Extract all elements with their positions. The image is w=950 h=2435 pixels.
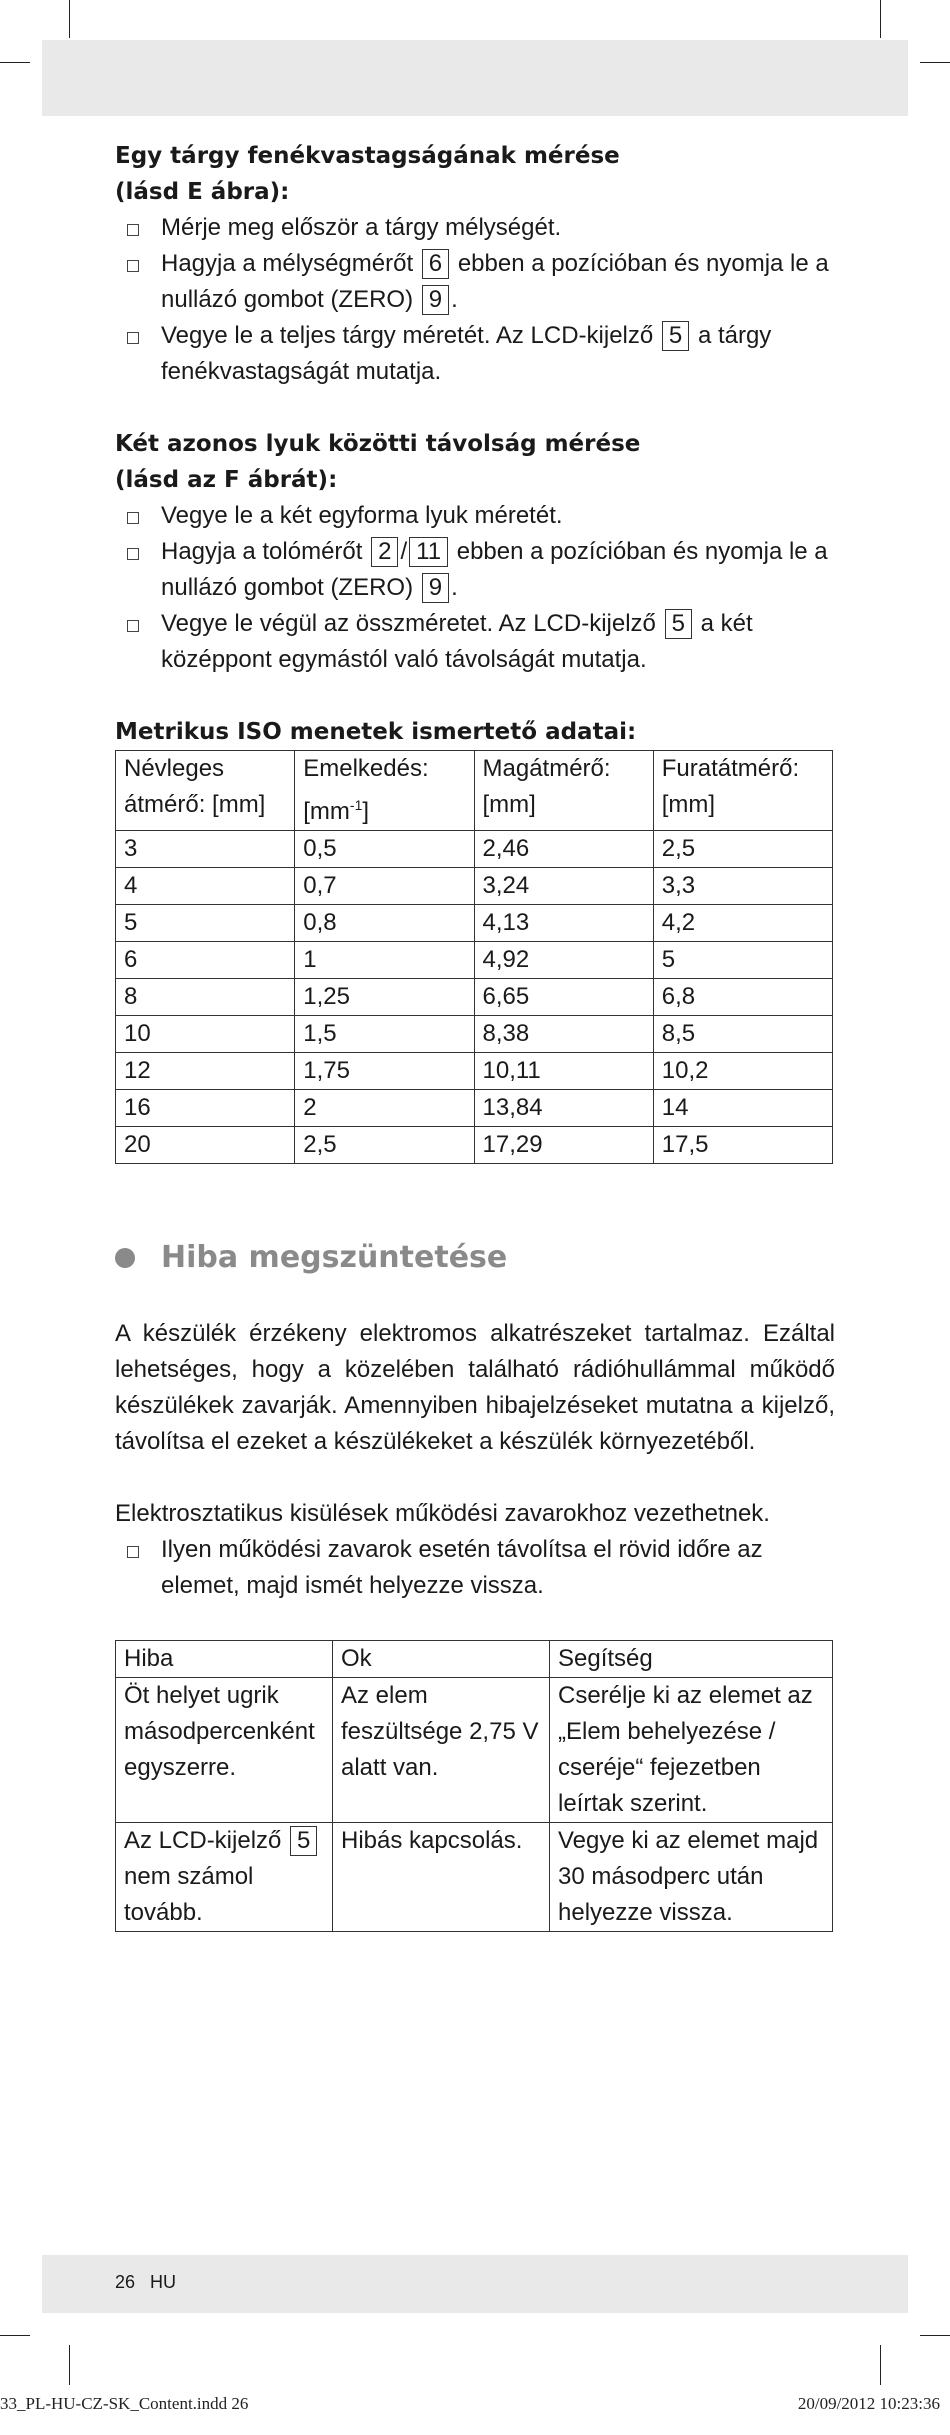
crop-mark (920, 62, 950, 63)
section-title: Hiba megszüntetése (161, 1240, 508, 1275)
table-row (116, 979, 833, 1016)
table-header-cell: Segítség (550, 1641, 833, 1678)
ref-box: 6 (422, 249, 449, 279)
table-row (116, 1127, 833, 1164)
table-cell: 4,92 (474, 942, 653, 979)
table-cell: 4,2 (653, 905, 832, 942)
crop-mark (880, 2345, 881, 2385)
table-row (116, 831, 833, 868)
table-row (116, 942, 833, 979)
table-header-row (116, 751, 833, 831)
table-cell: Vegye ki az elemet majd 30 másodperc után helyezze vissza. (550, 1823, 833, 1932)
table-cell: 5 (653, 942, 832, 979)
table-row (116, 1678, 833, 1823)
table-row (116, 1090, 833, 1127)
iso-title: Metrikus ISO menetek ismertető adatai: (115, 719, 637, 745)
table-header-cell: Névleges átmérő: [mm] (116, 751, 295, 831)
ref-box: 11 (409, 537, 448, 567)
table-cell: 3,24 (474, 868, 653, 905)
ref-box: 9 (422, 285, 449, 315)
table-header-cell: Hiba (116, 1641, 333, 1678)
error-table (115, 1640, 833, 1932)
crop-mark (69, 2345, 70, 2385)
table-cell: Öt helyet ugrik másodpercenként egyszerre. (116, 1678, 333, 1823)
date-info: 20/09/2012 10:23:36 (797, 2394, 940, 2413)
table-cell: 10 (116, 1016, 295, 1053)
table-cell: 10,11 (474, 1053, 653, 1090)
crop-mark (69, 0, 70, 38)
paragraph: A készülék érzékeny elektromos alkatrészeket tartalmaz. Ezáltal lehetséges, hogy a közelében található rádióhullámmal működő készülékek zavarják. Amennyiben hibajelzéseket mutatna a kijelző, távolítsa el ezeket a készülékeket a készülék környezetéből. (115, 1320, 835, 1455)
list-item: Ilyen működési zavarok esetén távolítsa el rövid időre az elemet, majd ismét helyezze vissza. (115, 1532, 835, 1604)
table-cell: 17,29 (474, 1127, 653, 1164)
table-cell: 6,65 (474, 979, 653, 1016)
table-cell: 2,5 (295, 1127, 474, 1164)
table-cell: Az LCD-kijelző 5 nem számol tovább. (116, 1823, 333, 1932)
list-item: Hagyja a mélységmérőt 6 ebben a pozícióban és nyomja le a nullázó gombot (ZERO) 9 . (115, 246, 835, 318)
table-cell: 16 (116, 1090, 295, 1127)
page-content (115, 138, 835, 1932)
ref-box: 2 (371, 537, 398, 567)
table-row (116, 868, 833, 905)
crop-mark (0, 62, 30, 63)
table-cell: 6,8 (653, 979, 832, 1016)
table-cell: 3,3 (653, 868, 832, 905)
table-header-cell: Furatátmérő: [mm] (653, 751, 832, 831)
list-item: Mérje meg először a tárgy mélységét. (115, 210, 835, 246)
table-row (116, 1016, 833, 1053)
table-cell: 4,13 (474, 905, 653, 942)
table-cell: 1 (295, 942, 474, 979)
section-f-title: Két azonos lyuk közötti távolság mérése (lásd az F ábrát): (115, 431, 641, 493)
table-cell: 0,8 (295, 905, 474, 942)
table-header-cell: Emelkedés: $[mm^{-1}]$ (295, 751, 474, 831)
crop-mark (920, 2335, 950, 2336)
table-cell: 14 (653, 1090, 832, 1127)
file-info: 33_PL-HU-CZ-SK_Content.indd 26 (0, 2394, 249, 2413)
ref-box: 5 (665, 609, 692, 639)
table-cell: 2,46 (474, 831, 653, 868)
ref-box: 9 (422, 573, 449, 603)
table-cell: 17,5 (653, 1127, 832, 1164)
iso-table (115, 750, 833, 1164)
table-cell: 13,84 (474, 1090, 653, 1127)
section-f-list (115, 498, 835, 678)
table-cell: 2 (295, 1090, 474, 1127)
table-cell: 0,5 (295, 831, 474, 868)
list-item: Vegye le a teljes tárgy méretét. Az LCD-kijelző 5 a tárgy fenékvastagságát mutatja. (115, 318, 835, 390)
table-cell: 10,2 (653, 1053, 832, 1090)
hiba-list (115, 1532, 835, 1604)
table-cell: Az elem feszültsége 2,75 V alatt van. (333, 1678, 550, 1823)
table-row (116, 905, 833, 942)
table-cell: 3 (116, 831, 295, 868)
table-cell: 6 (116, 942, 295, 979)
header-band (42, 40, 908, 116)
table-cell: 4 (116, 868, 295, 905)
table-cell: 20 (116, 1127, 295, 1164)
crop-mark (0, 2335, 30, 2336)
table-cell: 8,5 (653, 1016, 832, 1053)
section-heading (115, 1240, 835, 1276)
table-cell: 5 (116, 905, 295, 942)
table-header-cell: Ok (333, 1641, 550, 1678)
table-cell: Cserélje ki az elemet az „Elem behelyezése / cseréje“ fejezetben leírtak szerint. (550, 1678, 833, 1823)
table-header-cell: Magátmérő: [mm] (474, 751, 653, 831)
table-cell: 1,25 (295, 979, 474, 1016)
table-cell: 2,5 (653, 831, 832, 868)
list-item: Vegye le végül az összméretet. Az LCD-kijelző 5 a két középpont egymástól való távolságát mutatja. (115, 606, 835, 678)
section-e-list (115, 210, 835, 390)
table-cell: 8 (116, 979, 295, 1016)
table-row (116, 1053, 833, 1090)
table-cell: Hibás kapcsolás. (333, 1823, 550, 1932)
ref-box: 5 (290, 1826, 317, 1856)
table-cell: 8,38 (474, 1016, 653, 1053)
table-header-row (116, 1641, 833, 1678)
list-item: Hagyja a tolómérőt 2 / 11 ebben a pozícióban és nyomja le a nullázó gombot (ZERO) 9 . (115, 534, 835, 606)
bullet-dot-icon (115, 1248, 135, 1268)
table-row (116, 1823, 833, 1932)
crop-mark (880, 0, 881, 38)
paragraph: Elektrosztatikus kisülések működési zavarokhoz vezethetnek. (115, 1500, 770, 1527)
table-cell: 0,7 (295, 868, 474, 905)
page-number: 26 HU (115, 2272, 177, 2292)
table-cell: 12 (116, 1053, 295, 1090)
ref-box: 5 (662, 321, 689, 351)
list-item: Vegye le a két egyforma lyuk méretét. (115, 498, 835, 534)
section-e-title: Egy tárgy fenékvastagságának mérése (lásd E ábra): (115, 143, 620, 205)
table-cell: 1,5 (295, 1016, 474, 1053)
table-cell: 1,75 (295, 1053, 474, 1090)
